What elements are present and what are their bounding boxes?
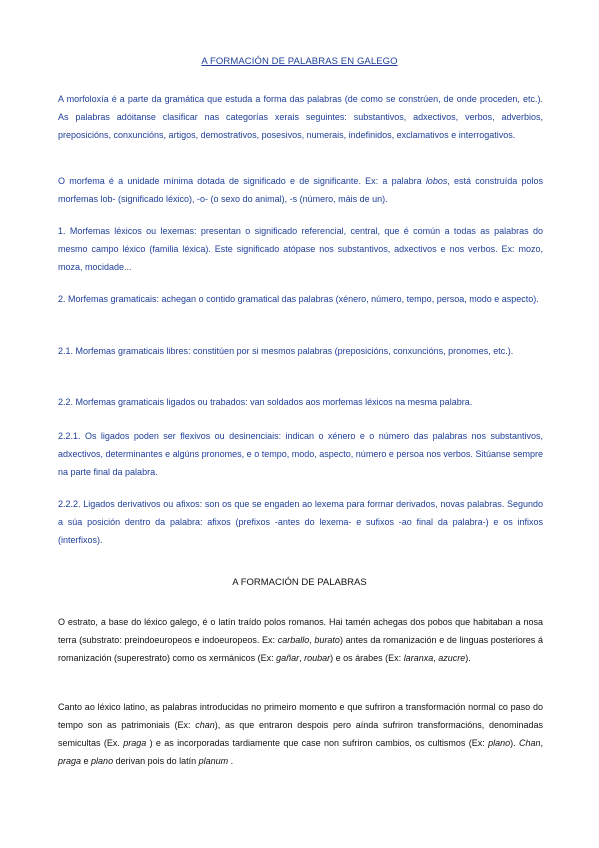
paragraph-morfemas-lexicos: 1. Morfemas léxicos ou lexemas: presentan o significado referencial, central, que é común a todas as palabras do mesmo campo léxico (familia léxica). Este significado atópase nos substantivos, adxectivos e nos verbos. Ex: mozo, moza, mocidade... bbox=[58, 226, 543, 272]
paragraph-flexivos: 2.2.1. Os ligados poden ser flexivos ou desinenciais: indican o xénero e o número das palabras nos substantivos, adxectivos, determinantes e algúns pronomes, e o tempo, modo, aspecto, número e persoa nos verbos. Sitúanse sempre na parte final da palabra. bbox=[58, 431, 543, 477]
paragraph-morfemas-gramaticais: 2. Morfemas gramaticais: achegan o contido gramatical das palabras (xénero, número, tempo, persoa, modo e aspecto). bbox=[58, 294, 539, 304]
paragraph-morfema: O morfema é a unidade mínima dotada de significado e de significante. Ex: a palabra lobos, está construída polos morfemas lob- (significado léxico), -o- (o sexo do animal), -s (número, máis de un). bbox=[58, 176, 544, 204]
paragraph-morfoloxia: A morfoloxía é a parte da gramática que estuda a forma das palabras (de como se constrúen, de onde proceden, etc.). As palabras adóitanse clasificar nas categorías xerais seguintes: substantivos, adxectivos, verbos, adverbios, preposicións, conxuncións, artigos, demostrativos, posesivos, numerais, indefinidos, exclamativos e interrogativos. bbox=[58, 94, 543, 140]
paragraph-estrato: O estrato, a base do léxico galego, é o latín traído polos romanos. Hai tamén achegas dos pobos que habitaban a nosa terra (substrato: preindoeuropeos e indoeuropeos. Ex: carballo, burato) antes da romanización e de linguas posteriores á romanización (superestrato) como os xermánicos (Ex: gañar, roubar) e os árabes (Ex: laranxa, azucre). bbox=[58, 617, 543, 663]
document-title: A FORMACIÓN DE PALABRAS EN GALEGO bbox=[201, 56, 398, 67]
paragraph-morfemas-ligados: 2.2. Morfemas gramaticais ligados ou trabados: van soldados aos morfemas léxicos na mesma palabra. bbox=[58, 397, 473, 407]
paragraph-morfemas-libres: 2.1. Morfemas gramaticais libres: constitúen por si mesmos palabras (preposicións, conxuncións, pronomes, etc.). bbox=[58, 346, 514, 356]
paragraph-lexico-latino: Canto ao léxico latino, as palabras introducidas no primeiro momento e que sufriron a transformación normal co paso do tempo son as patrimoniais (Ex: chan), as que entraron despois pero aínda sufriron transformacións, denominadas semicultas (Ex. praga ) e as incorporadas tardiamente que case non sufriron cambios, os cultismos (Ex: plano). Chan, praga e plano derivan pois do latín planum . bbox=[58, 702, 544, 766]
paragraph-derivativos: 2.2.2. Ligados derivativos ou afixos: son os que se engaden ao lexema para formar derivados, novas palabras. Segundo a súa posición dentro da palabra: afixos (prefixos -antes do lexema- e sufixos -ao final da palabra-) e os infixos (interfixos). bbox=[58, 499, 543, 545]
section-subtitle: A FORMACIÓN DE PALABRAS bbox=[232, 577, 367, 588]
